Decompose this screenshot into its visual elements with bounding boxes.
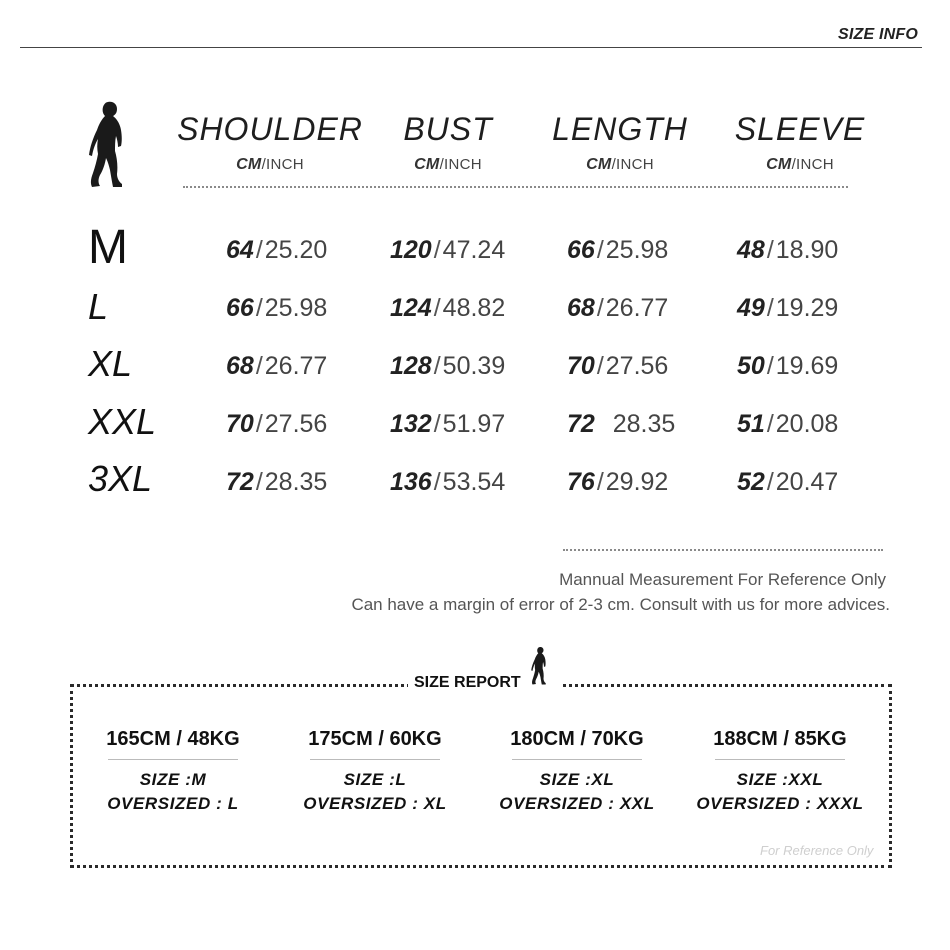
height-weight: 165CM / 48KG: [106, 728, 240, 750]
recommended-size: SIZE :XXL: [736, 770, 824, 789]
table-cell: 68/26.77: [226, 352, 328, 380]
size-label-xl: XL: [88, 343, 133, 384]
size-label-3xl: 3XL: [88, 458, 153, 499]
column-head-length: [520, 112, 720, 174]
entry-divider: [310, 759, 440, 760]
walking-ape-silhouette-icon: [84, 100, 134, 195]
table-cell: 66/25.98: [226, 294, 328, 322]
measurement-note: Mannual Measurement For Reference Only: [559, 570, 886, 589]
table-cell: 70/27.56: [567, 352, 669, 380]
size-label-xxl: XXL: [88, 401, 157, 442]
table-cell: 124/48.82: [390, 294, 506, 322]
table-cell: 120/47.24: [390, 236, 506, 264]
table-cell: 70/27.56: [226, 410, 328, 438]
header-divider: [20, 47, 922, 48]
table-cell: 51/20.08: [737, 410, 839, 438]
column-title: SLEEVE: [734, 111, 866, 147]
oversized-size: OVERSIZED : XXL: [499, 794, 655, 813]
header-dotted-divider: [183, 186, 848, 188]
table-cell: 132/51.97: [390, 410, 506, 438]
column-units: CM/INCH: [766, 156, 834, 173]
walking-ape-silhouette-icon: [529, 643, 551, 694]
oversized-size: OVERSIZED : L: [107, 794, 239, 813]
entry-divider: [715, 759, 845, 760]
entry-divider: [108, 759, 238, 760]
table-cell: 66/25.98: [567, 236, 669, 264]
column-head-shoulder: [170, 112, 370, 174]
size-report-entry: [275, 728, 475, 814]
table-cell: 72/28.35: [226, 468, 328, 496]
size-report-heading: [408, 640, 563, 700]
table-cell: 72 28.35: [567, 410, 676, 438]
entry-divider: [512, 759, 642, 760]
column-title: SHOULDER: [177, 111, 363, 147]
note-dotted-divider: [563, 549, 883, 551]
column-title: BUST: [403, 111, 493, 147]
reference-footnote: For Reference Only: [760, 843, 874, 858]
column-units: CM/INCH: [236, 156, 304, 173]
size-report-entry: [680, 728, 880, 814]
size-label-l: L: [88, 286, 109, 327]
size-label-m: M: [88, 221, 128, 274]
table-cell: 128/50.39: [390, 352, 506, 380]
recommended-size: SIZE :M: [139, 770, 207, 789]
oversized-size: OVERSIZED : XL: [303, 794, 447, 813]
recommended-size: SIZE :L: [343, 770, 407, 789]
table-cell: 50/19.69: [737, 352, 839, 380]
column-units: CM/INCH: [586, 156, 654, 173]
table-cell: 48/18.90: [737, 236, 839, 264]
column-head-bust: [348, 112, 548, 174]
table-cell: 76/29.92: [567, 468, 669, 496]
size-report-entry: [477, 728, 677, 814]
column-units: CM/INCH: [414, 156, 482, 173]
column-head-sleeve: [700, 112, 900, 174]
height-weight: 180CM / 70KG: [510, 728, 644, 750]
oversized-size: OVERSIZED : XXXL: [696, 794, 864, 813]
table-cell: 49/19.29: [737, 294, 839, 322]
height-weight: 175CM / 60KG: [308, 728, 442, 750]
size-report-title: SIZE REPORT: [414, 674, 521, 691]
table-cell: 136/53.54: [390, 468, 506, 496]
recommended-size: SIZE :XL: [539, 770, 615, 789]
margin-note: Can have a margin of error of 2-3 cm. Consult with us for more advices.: [351, 595, 890, 614]
page-title: SIZE INFO: [837, 26, 918, 43]
height-weight: 188CM / 85KG: [713, 728, 847, 750]
table-cell: 64/25.20: [226, 236, 328, 264]
column-title: LENGTH: [552, 111, 688, 147]
table-cell: 68/26.77: [567, 294, 669, 322]
size-report-entry: [73, 728, 273, 814]
table-cell: 52/20.47: [737, 468, 839, 496]
